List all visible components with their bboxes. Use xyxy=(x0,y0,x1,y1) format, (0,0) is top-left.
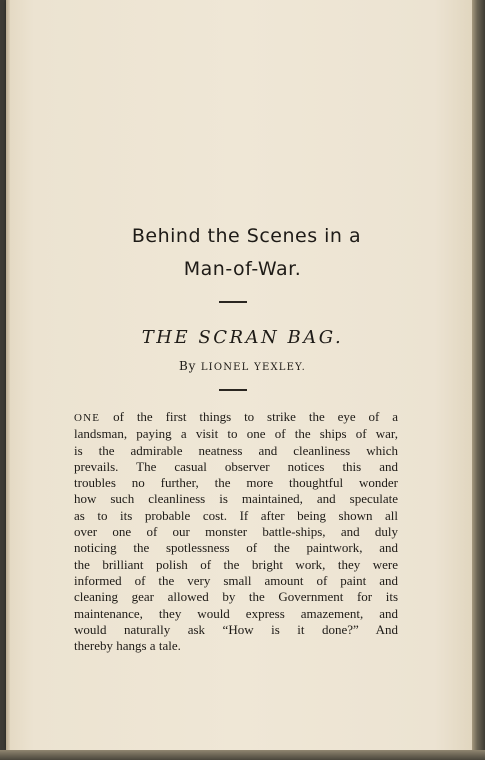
page-edge-shadow xyxy=(472,0,485,760)
author-first-name: LIONEL xyxy=(200,362,250,373)
section-heading: THE SCRAN BAG. xyxy=(141,327,344,348)
article-body xyxy=(74,409,398,654)
body-line-1 xyxy=(74,409,398,426)
article-title-line-1: Behind the Scenes in a xyxy=(131,225,362,247)
author-last-name: YEXLEY. xyxy=(254,362,306,373)
body-line-4: prevails. The casual observer notices this and xyxy=(74,458,398,474)
title-divider xyxy=(219,301,247,303)
body-line-7: as to its probable cost. If after being shown all xyxy=(74,507,398,523)
body-line-13: maintenance, they would express amazement, and xyxy=(74,605,398,621)
body-line-11: informed of the very small amount of paint and xyxy=(74,572,398,588)
body-line-14: would naturally ask “How is it done?” And xyxy=(74,621,398,637)
byline-divider xyxy=(219,389,247,391)
body-line-1-text: of the first things to strike the eye of a xyxy=(100,409,398,424)
body-line-8: over one of our monster battle-ships, and duly xyxy=(74,524,398,540)
article-title-line-2: Man-of-War. xyxy=(183,258,302,280)
body-line-3: is the admirable neatness and cleanliness which xyxy=(74,442,398,458)
body-line-2: landsman, paying a visit to one of the ships of war, xyxy=(74,426,398,442)
body-line-5: troubles no further, the more thoughtful wonder xyxy=(74,475,398,491)
page-bottom-edge xyxy=(0,750,485,760)
lead-word: ONE xyxy=(74,412,101,424)
body-line-10: the brilliant polish of the bright work, they were xyxy=(74,556,398,572)
byline-prefix: By xyxy=(179,359,197,373)
body-line-9: noticing the spotlessness of the paintwork, and xyxy=(74,540,398,556)
body-line-15: thereby hangs a tale. xyxy=(74,638,181,654)
body-line-6: how such cleanliness is maintained, and speculate xyxy=(74,491,398,507)
body-line-12: cleaning gear allowed by the Government for its xyxy=(74,589,398,605)
author-byline xyxy=(0,359,485,373)
page-gutter xyxy=(6,0,10,750)
